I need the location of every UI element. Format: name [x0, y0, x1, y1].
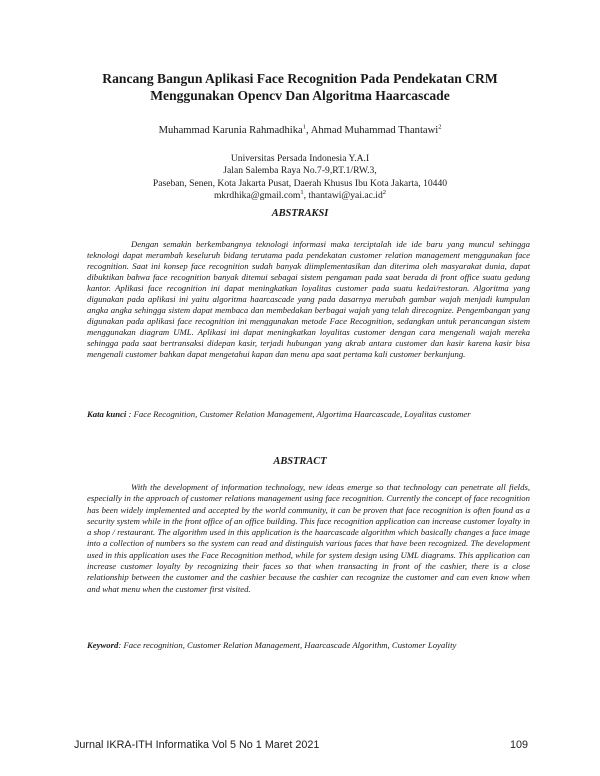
abstract-heading: ABSTRACT [273, 456, 327, 467]
keyword-list: : Face Recognition, Customer Relation Management, Algortima Haarcascade, Loyalitas customer [126, 409, 471, 419]
author-name: Ahmad Muhammad Thantawi [310, 125, 439, 136]
paper-title [60, 70, 540, 104]
author-name: Muhammad Karunia Rahmadhika [158, 125, 303, 136]
abstraksi-body: Dengan semakin berkembangnya teknologi informasi maka terciptalah ide ide baru yang muncul sehingga teknologi dapat merambah keseluruh bidang terutama pada pendekatan customer relation management menggunakan face recognition. Saat ini konsep face recognition sudah banyak diimplementasikan dan diterima oleh masyarakat dunia, dapat dibuktikan bahwa face recognition banyak ditemui sebagai sistem pengaman pada saat berada di front office suatu gedung kantor. Aplikasi face recognition ini dapat meningkatkan loyalitas customer pada suatu kedai/restoran. Algoritma yang digunakan pada aplikasi ini yaitu algoritma haarcascade yang pada dasarnya merubah gambar wajah menjadi kumpulan angka angka sehingga sistem dapat membaca dan membedakan berbagai wajah yang telah direcognize. Pengembangan yang digunakan pada aplikasi face recognition ini menggunakan metode Face Recognition, sedangkan untuk perancangan sistem menggunakan diagram UML. Aplikasi ini dapat meningkatkan loyalitas customer dengan cara mengenali wajah mereka sehingga pada saat bertransaksi didepan kasir, terjadi hubungan yang akrab antara customer dan kasir karena kasir bisa mengenali customer bahkan dapat mengetahui kapan dan menu apa saat pertama kali customer berkunjung. [87, 239, 530, 360]
affiliation-institution: Universitas Persada Indonesia Y.A.I [230, 153, 370, 164]
abstraksi-heading: ABSTRAKSI [271, 208, 329, 219]
paper-title-line-2: Menggunakan Opencv Dan Algoritma Haarcascade [150, 88, 450, 103]
abstraksi-keywords [87, 409, 530, 420]
abstract-keywords [87, 640, 530, 651]
page-number: 109 [509, 739, 528, 751]
email-mark: 2 [382, 188, 387, 196]
author-list [60, 124, 540, 137]
email-separator: , [303, 189, 309, 201]
author-affiliation-mark: 2 [438, 123, 442, 131]
keyword-list: : Face recognition, Customer Relation Management, Haarcascade Algorithm, Customer Loyality [118, 640, 457, 650]
email-address: thantawi@yai.ac.id [308, 189, 383, 201]
journal-footer: Jurnal IKRA-ITH Informatika Vol 5 No 1 Maret 2021 [74, 739, 320, 751]
affiliation-emails [60, 190, 540, 202]
email-mark: 1 [300, 188, 304, 196]
affiliation-block [60, 153, 540, 202]
author-affiliation-mark: 1 [302, 123, 306, 131]
keyword-label: Kata kunci [87, 409, 127, 419]
email-address: mkrdhika@gmail.com [213, 189, 301, 201]
paper-title-line-1: Rancang Bangun Aplikasi Face Recognition Pada Pendekatan CRM [102, 71, 498, 86]
abstract-body: With the development of information technology, new ideas emerge so that technology can penetrate all fields, especially in the approach of customer relations management using face recognition. Currently the concept of face recognition has been widely implemented and accepted by the world community, it can be proven that face recognition is often found as a security system while in the front office of an office building. This face recognition application can increase customer loyalty in a shop / restaurant. The algorithm used in this application is the haarcascade algorithm which basically changes a face image into a collection of numbers so the system can read and distinguish various faces that have been recognized. The development used in this application uses the Face Recognition method, while for system design using UML diagrams. This application can increase customer loyalty by recognizing their faces so that when transacting in front of the cashier, there is a close relationship between the customer and the cashier because the cashier can recognize the customer and can even know when and what menu when the customer first visited. [87, 482, 530, 594]
keyword-label: Keyword [87, 640, 119, 650]
author-separator: , [305, 125, 311, 136]
affiliation-city: Paseban, Senen, Kota Jakarta Pusat, Daerah Khusus Ibu Kota Jakarta, 10440 [152, 177, 448, 189]
affiliation-street: Jalan Salemba Raya No.7-9,RT.1/RW.3, [223, 165, 377, 177]
